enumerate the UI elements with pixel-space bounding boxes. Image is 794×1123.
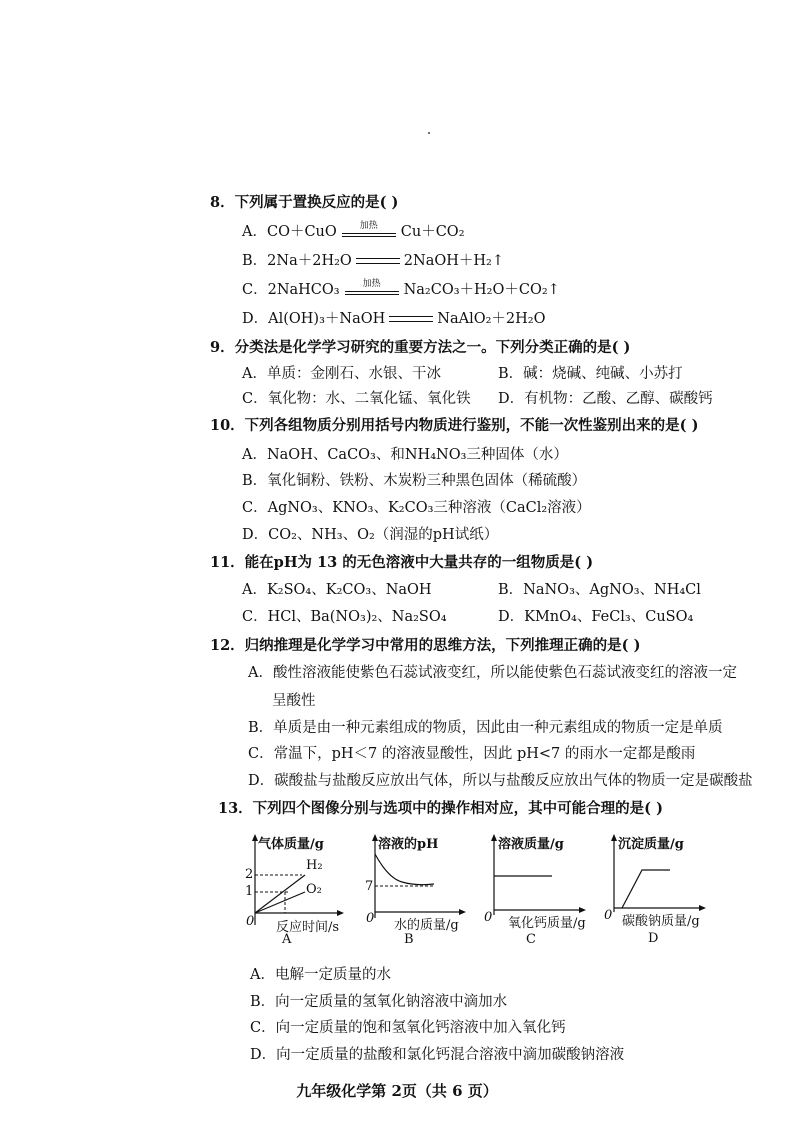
graph-c-xlabel: 氧化钙质量/g — [508, 916, 586, 931]
q10-option-a: A．NaOH、CaCO₃、和NH₄NO₃三种固体（水） — [242, 447, 568, 463]
q8-stem: 8．下列属于置换反应的是( ) — [210, 194, 399, 211]
condition-label: 加热 — [359, 221, 378, 231]
graph-a-o2-line — [255, 892, 305, 913]
q8-option-d — [242, 309, 545, 329]
q8-b-right: 2NaOH＋H₂↑ — [403, 253, 504, 269]
q13-option-c: C．向一定质量的饱和氢氧化钙溶液中加入氧化钙 — [250, 1020, 566, 1036]
graph-c — [482, 830, 592, 950]
graph-d-xlabel: 碳酸钠质量/g — [622, 914, 700, 929]
q8-a-right: Cu＋CO₂ — [400, 224, 465, 240]
graph-b-tick-7: 7 — [365, 879, 374, 894]
q12-option-d: D．碳酸盐与盐酸反应放出气体，所以与盐酸反应放出气体的物质一定是碳酸盐 — [248, 773, 753, 789]
q9-option-a: A．单质：金刚石、水银、干冰 — [242, 366, 441, 382]
graph-b-xlabel: 水的质量/g — [394, 918, 459, 933]
graph-a-h2-line — [255, 875, 305, 913]
graph-d-origin: 0 — [604, 908, 613, 923]
equation-sign — [356, 258, 400, 264]
q9-stem: 9．分类法是化学学习研究的重要方法之一。下列分类正确的是( ) — [210, 339, 631, 356]
q8-a-left: A．CO＋CuO — [242, 224, 337, 240]
q11-stem: 11．能在pH为 13 的无色溶液中大量共存的一组物质是( ) — [210, 554, 594, 571]
q10-option-d: D．CO₂、NH₃、O₂（润湿的pH试纸） — [242, 527, 499, 543]
q8-d-right: NaAlO₂＋2H₂O — [437, 311, 546, 327]
graph-c-caption: C — [526, 932, 536, 947]
q12-option-b: B．单质是由一种元素组成的物质，因此由一种元素组成的物质一定是单质 — [248, 720, 723, 736]
q9-option-b: B．碱：烧碱、纯碱、小苏打 — [498, 366, 683, 382]
graph-d — [602, 830, 712, 950]
q11-option-d: D．KMnO₄、FeCl₃、CuSO₄ — [498, 609, 694, 625]
equation-sign — [389, 316, 433, 322]
graph-b-x-arrow — [459, 909, 466, 915]
q8-d-left: D．Al(OH)₃＋NaOH — [242, 311, 386, 327]
q13-option-d: D．向一定质量的盐酸和氯化钙混合溶液中滴加碳酸钠溶液 — [250, 1047, 625, 1063]
condition-label: 加热 — [362, 279, 381, 289]
scan-speck — [428, 132, 430, 134]
q13-option-a: A．电解一定质量的水 — [250, 967, 391, 983]
graph-a-ylabel: 气体质量/g — [258, 837, 324, 852]
q13-stem: 13．下列四个图像分别与选项中的操作相对应，其中可能合理的是( ) — [218, 800, 663, 817]
q8-option-a — [242, 222, 465, 242]
q9-option-d: D．有机物：乙酸、乙醇、碳酸钙 — [498, 391, 713, 407]
graph-d-line — [622, 870, 670, 908]
graph-d-caption: D — [648, 931, 659, 946]
graph-a-o2-label: O₂ — [306, 882, 322, 897]
graph-a — [240, 830, 350, 950]
q12-stem: 12．归纳推理是化学学习中常用的思维方法，下列推理正确的是( ) — [210, 637, 641, 654]
q8-option-b — [242, 251, 504, 271]
q8-option-c — [242, 280, 560, 300]
q12-option-a-cont: 呈酸性 — [272, 693, 316, 709]
graph-b — [362, 830, 472, 950]
graph-b-curve — [375, 854, 434, 885]
q8-c-left: C．2NaHCO₃ — [242, 282, 340, 298]
graph-d-ylabel: 沉淀质量/g — [618, 837, 684, 852]
q8-b-left: B．2Na＋2H₂O — [242, 253, 352, 269]
graph-a-h2-label: H₂ — [306, 858, 323, 873]
q9-option-c: C．氧化物：水、二氧化锰、氧化铁 — [242, 391, 471, 407]
q12-option-c: C．常温下，pH＜7 的溶液显酸性，因此 pH<7 的雨水一定都是酸雨 — [248, 746, 696, 762]
q10-option-b: B．氧化铜粉、铁粉、木炭粉三种黑色固体（稀硫酸） — [242, 473, 587, 489]
q12-option-a: A．酸性溶液能使紫色石蕊试液变红，所以能使紫色石蕊试液变红的溶液一定 — [248, 665, 737, 681]
page-footer: 九年级化学第 2页（共 6 页） — [296, 1082, 498, 1100]
graph-b-ylabel: 溶液的pH — [378, 837, 439, 852]
graph-a-origin: 0 — [246, 914, 255, 929]
q11-option-b: B．NaNO₃、AgNO₃、NH₄Cl — [498, 582, 701, 598]
heating-condition-arrow — [340, 221, 398, 239]
graph-a-caption: A — [282, 932, 292, 947]
graph-c-ylabel: 溶液质量/g — [498, 837, 564, 852]
q8-c-right: Na₂CO₃＋H₂O＋CO₂↑ — [403, 282, 560, 298]
graph-a-tick-1: 1 — [245, 884, 254, 899]
graph-b-caption: B — [404, 932, 414, 947]
q13-option-b: B．向一定质量的氢氧化钠溶液中滴加水 — [250, 994, 508, 1010]
graph-c-origin: 0 — [484, 910, 493, 925]
q10-stem: 10．下列各组物质分别用括号内物质进行鉴别，不能一次性鉴别出来的是( ) — [210, 417, 699, 434]
graph-d-x-arrow — [699, 905, 706, 911]
graph-a-xlabel: 反应时间/s — [276, 920, 340, 935]
graph-d-y-arrow — [611, 834, 617, 841]
graph-a-tick-2: 2 — [245, 867, 254, 882]
heating-condition-arrow — [343, 279, 401, 297]
q11-option-c: C．HCl、Ba(NO₃)₂、Na₂SO₄ — [242, 609, 447, 625]
q11-option-a: A．K₂SO₄、K₂CO₃、NaOH — [242, 582, 432, 598]
graph-b-origin: 0 — [366, 911, 375, 926]
q10-option-c: C．AgNO₃、KNO₃、K₂CO₃三种溶液（CaCl₂溶液） — [242, 500, 591, 516]
graph-c-y-arrow — [491, 834, 497, 841]
